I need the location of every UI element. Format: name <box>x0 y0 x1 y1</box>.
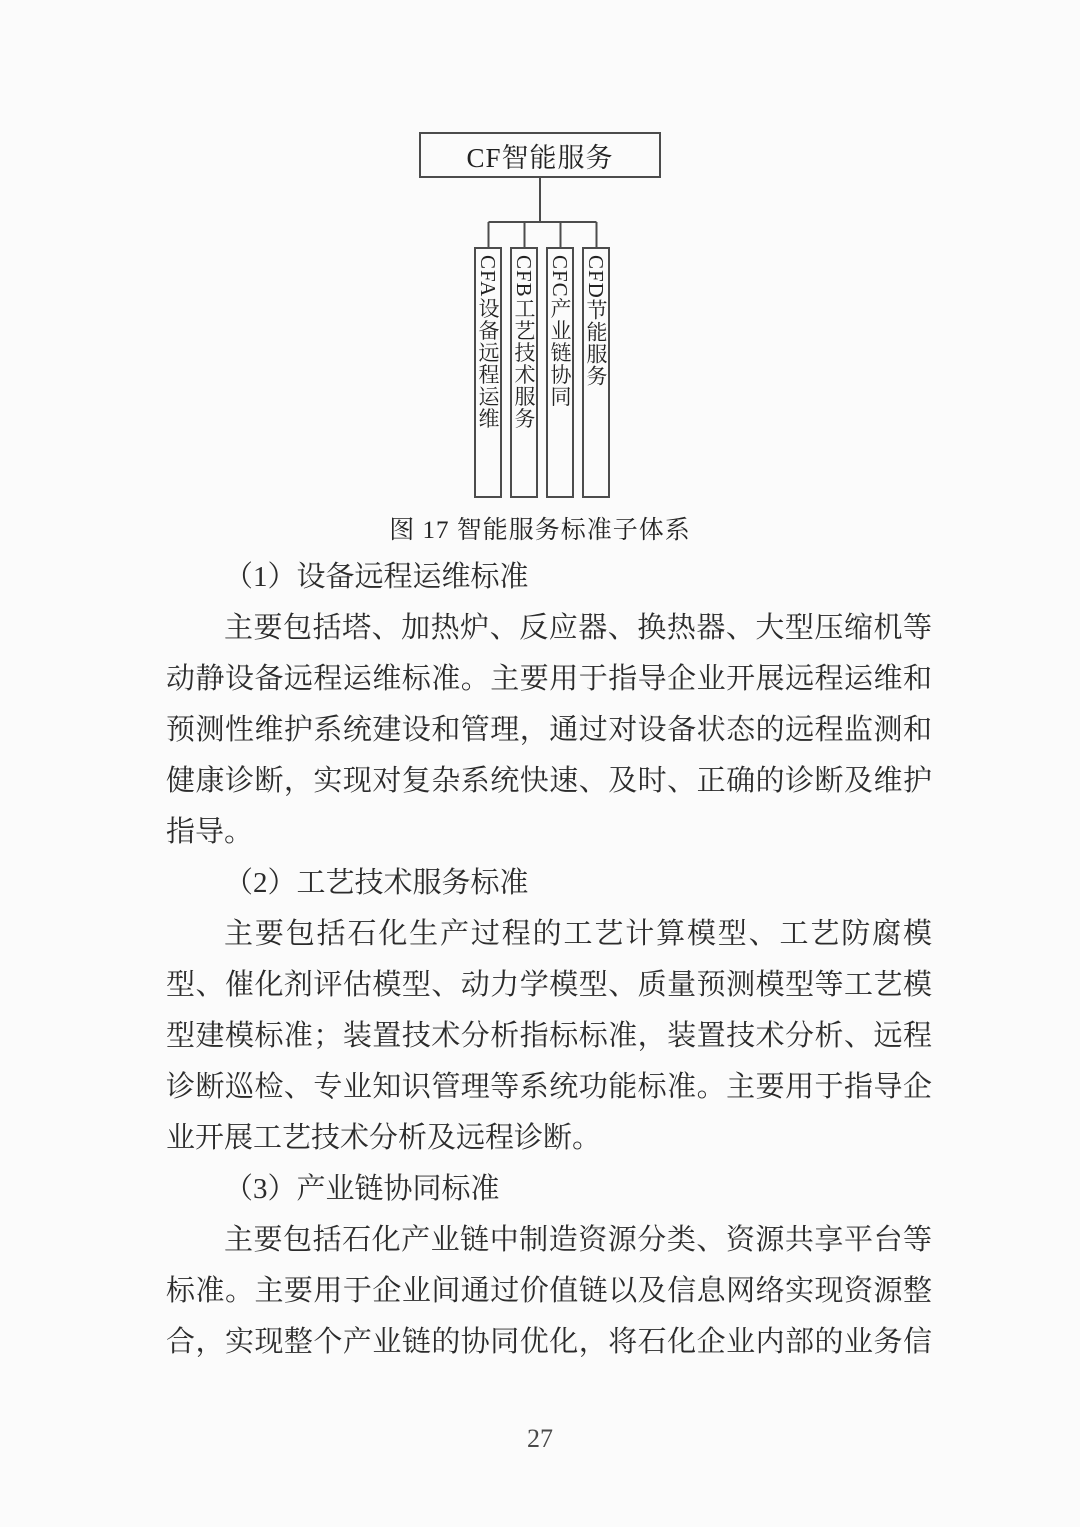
page-number: 27 <box>527 1424 553 1453</box>
body-line: 预测性维护系统建设和管理，通过对设备状态的远程监测和 <box>166 714 932 746</box>
body-line: 标准。主要用于企业间通过价值链以及信息网络实现资源整 <box>166 1275 932 1307</box>
body-line: 主要包括塔、加热炉、反应器、换热器、大型压缩机等 <box>224 612 932 644</box>
body-line: 型建模标准；装置技术分析指标标准，装置技术分析、远程 <box>166 1020 932 1052</box>
org-child-box <box>582 247 610 498</box>
org-child-box <box>510 247 538 498</box>
body-line: 健康诊断，实现对复杂系统快速、及时、正确的诊断及维护 <box>166 765 932 797</box>
body-line: 业开展工艺技术分析及远程诊断。 <box>166 1122 602 1154</box>
org-child-box <box>474 247 502 498</box>
body-line: 合，实现整个产业链的协同优化，将石化企业内部的业务信 <box>166 1326 932 1358</box>
org-child-label: CFA设备远程运维 <box>476 255 500 430</box>
figure-17-diagram <box>0 0 1080 544</box>
figure-caption: 图 17 智能服务标准子体系 <box>389 517 691 544</box>
section-heading: （3）产业链协同标准 <box>224 1173 500 1205</box>
org-child-label: CFC产业链协同 <box>548 255 572 408</box>
org-child-label: CFD节能服务 <box>584 255 608 387</box>
body-line: 主要包括石化产业链中制造资源分类、资源共享平台等 <box>224 1224 932 1256</box>
body-line: 型、催化剂评估模型、动力学模型、质量预测模型等工艺模 <box>166 969 932 1001</box>
org-root-box: CF智能服务 <box>419 132 661 178</box>
org-child-label: CFB工艺技术服务 <box>512 255 536 430</box>
body-line: 诊断巡检、专业知识管理等系统功能标准。主要用于指导企 <box>166 1071 932 1103</box>
section-heading: （2）工艺技术服务标准 <box>224 867 529 899</box>
body-text <box>166 552 932 1368</box>
body-line: 动静设备远程运维标准。主要用于指导企业开展远程运维和 <box>166 663 932 695</box>
body-line: 指导。 <box>166 816 254 848</box>
body-line: 主要包括石化生产过程的工艺计算模型、工艺防腐模 <box>224 918 932 950</box>
connector-lines <box>0 0 1080 520</box>
section-heading: （1）设备远程运维标准 <box>224 561 529 593</box>
org-child-box <box>546 247 574 498</box>
